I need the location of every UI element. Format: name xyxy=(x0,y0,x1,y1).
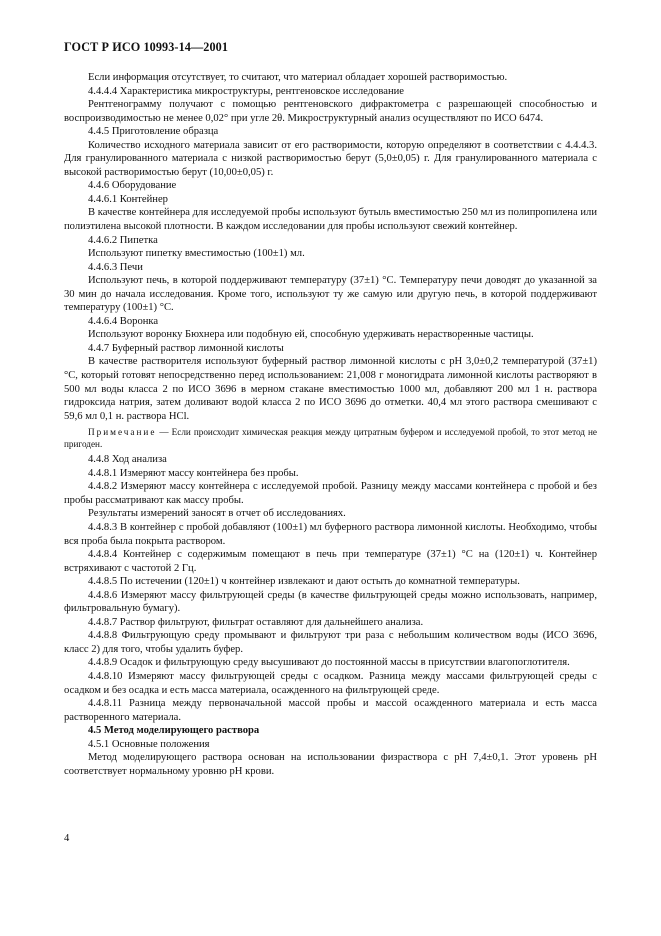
paragraph: Количество исходного материала зависит от его растворимости, которую определяют в соответствии с 4.4.4.3. Для гранулированного материала с низкой растворимостью берут (5,0±0,05) г. Для гранулированного материала с высокой растворимостью берут (10,00±0,05) г. xyxy=(64,139,597,178)
section-heading: 4.4.6.1 Контейнер xyxy=(88,193,168,205)
section-heading: 4.4.6.2 Пипетка xyxy=(88,234,158,246)
paragraph: 4.4.8.11 Разница между первоначальной массой пробы и массой осажденного материала и есть масса растворенного материала. xyxy=(64,698,597,723)
paragraph: 4.4.8.2 Измеряют массу контейнера с исследуемой пробой. Разницу между массами контейнера с пробой и без пробы рассматривают как массу пробы. xyxy=(64,481,597,506)
document-body xyxy=(64,71,597,778)
section-heading: 4.4.6.3 Печи xyxy=(88,261,143,273)
note-label: Примечание xyxy=(88,427,157,438)
section-heading: 4.5.1 Основные положения xyxy=(88,738,210,750)
paragraph: 4.4.8.1 Измеряют массу контейнера без пробы. xyxy=(88,467,299,479)
paragraph: Метод моделирующего раствора основан на использовании физраствора с рН 7,4±0,1. Этот уровень рН соответствует нормальному уровню рН крови. xyxy=(64,752,597,777)
paragraph: В качестве растворителя используют буферный раствор лимонной кислоты с рН 3,0±0,2 температурой (37±1) °С, который готовят непосредственно перед использованием: 21,008 г моногидрата лимонной кислоты растворяют в 500 мл воды класса 2 по ИСО 3696 в мерном стакане вместимостью 1000 мл, добавляют 200 мл 1 н. раствора гидроксида натрия, затем доливают водой класса 2 по ИСО 3696 до отметки. 40,4 мл этого раствора смешивают с 59,6 мл 0,1 н. раствора HCl. xyxy=(64,356,597,422)
page-number: 4 xyxy=(64,833,70,844)
paragraph: Используют печь, в которой поддерживают температуру (37±1) °С. Температуру печи доводят до указанной за 30 мин до начала исследования. Кроме того, используют ту же самую или другую печь, в которой поддерживают температуру (100±1) °С. xyxy=(64,275,597,314)
paragraph: 4.4.8.10 Измеряют массу фильтрующей среды с осадком. Разница между массами фильтрующей среды с осадком и без осадка и есть масса материала, осажденного на фильтрующей среде. xyxy=(64,670,597,696)
section-heading: 4.4.6 Оборудование xyxy=(88,180,177,192)
paragraph: 4.4.8.8 Фильтрующую среду промывают и фильтруют три раза с небольшим количеством воды (ИСО 3696, класс 2) для того, чтобы удалить буфер. xyxy=(64,630,597,655)
note xyxy=(64,426,597,450)
paragraph: Рентгенограмму получают с помощью рентгеновского дифрактометра с разрешающей способностью и воспроизводимостью не менее 0,02° при угле 2θ. Микроструктурный анализ осуществляют по ИСО 6474. xyxy=(64,99,597,124)
paragraph: В качестве контейнера для исследуемой пробы используют бутыль вместимостью 250 мл из полипропилена или полиэтилена высокой плотности. В каждом исследовании для пробы используют свежий контейнер. xyxy=(64,207,597,233)
section-heading: 4.4.7 Буферный раствор лимонной кислоты xyxy=(88,342,284,354)
section-heading: 4.4.5 Приготовление образца xyxy=(88,126,219,138)
paragraph: 4.4.8.9 Осадок и фильтрующую среду высушивают до постоянной массы в присутствии влагопоглотителя. xyxy=(88,657,570,669)
paragraph: 4.4.8.6 Измеряют массу фильтрующей среды (в качестве фильтрующей среды можно использовать, например, фильтровальную бумагу). xyxy=(64,589,597,615)
section-heading: 4.4.8 Ход анализа xyxy=(88,454,167,466)
paragraph: Результаты измерений заносят в отчет об исследованиях. xyxy=(88,508,346,520)
document-page xyxy=(64,40,597,778)
paragraph: Используют воронку Бюхнера или подобную ей, способную удерживать нерастворенные частицы. xyxy=(88,329,534,341)
paragraph: Используют пипетку вместимостью (100±1) мл. xyxy=(88,248,305,260)
paragraph: 4.4.8.3 В контейнер с пробой добавляют (100±1) мл буферного раствора лимонной кислоты. Необходимо, чтобы вся проба была покрыта раствором. xyxy=(64,521,597,547)
document-header: ГОСТ Р ИСО 10993-14—2001 xyxy=(64,40,229,54)
section-heading: 4.4.4.4 Характеристика микроструктуры, рентгеновское исследование xyxy=(88,85,404,97)
paragraph: 4.4.8.5 По истечении (120±1) ч контейнер извлекают и дают остыть до комнатной температуры. xyxy=(88,576,520,588)
paragraph: 4.4.8.4 Контейнер с содержимым помещают в печь при температуре (37±1) °С на (120±1) ч. Контейнер встряхивают с частотой 2 Гц. xyxy=(64,549,597,574)
paragraph: Если информация отсутствует, то считают, что материал обладает хорошей растворимостью. xyxy=(88,72,508,83)
note-text: — Если происходит химическая реакция между цитратным буфером и исследуемой пробой, то этот метод не пригоден. xyxy=(64,427,597,450)
paragraph: 4.4.8.7 Раствор фильтруют, фильтрат оставляют для дальнейшего анализа. xyxy=(88,616,424,628)
section-heading: 4.4.6.4 Воронка xyxy=(88,315,159,327)
section-heading: 4.5 Метод моделирующего раствора xyxy=(88,725,260,737)
